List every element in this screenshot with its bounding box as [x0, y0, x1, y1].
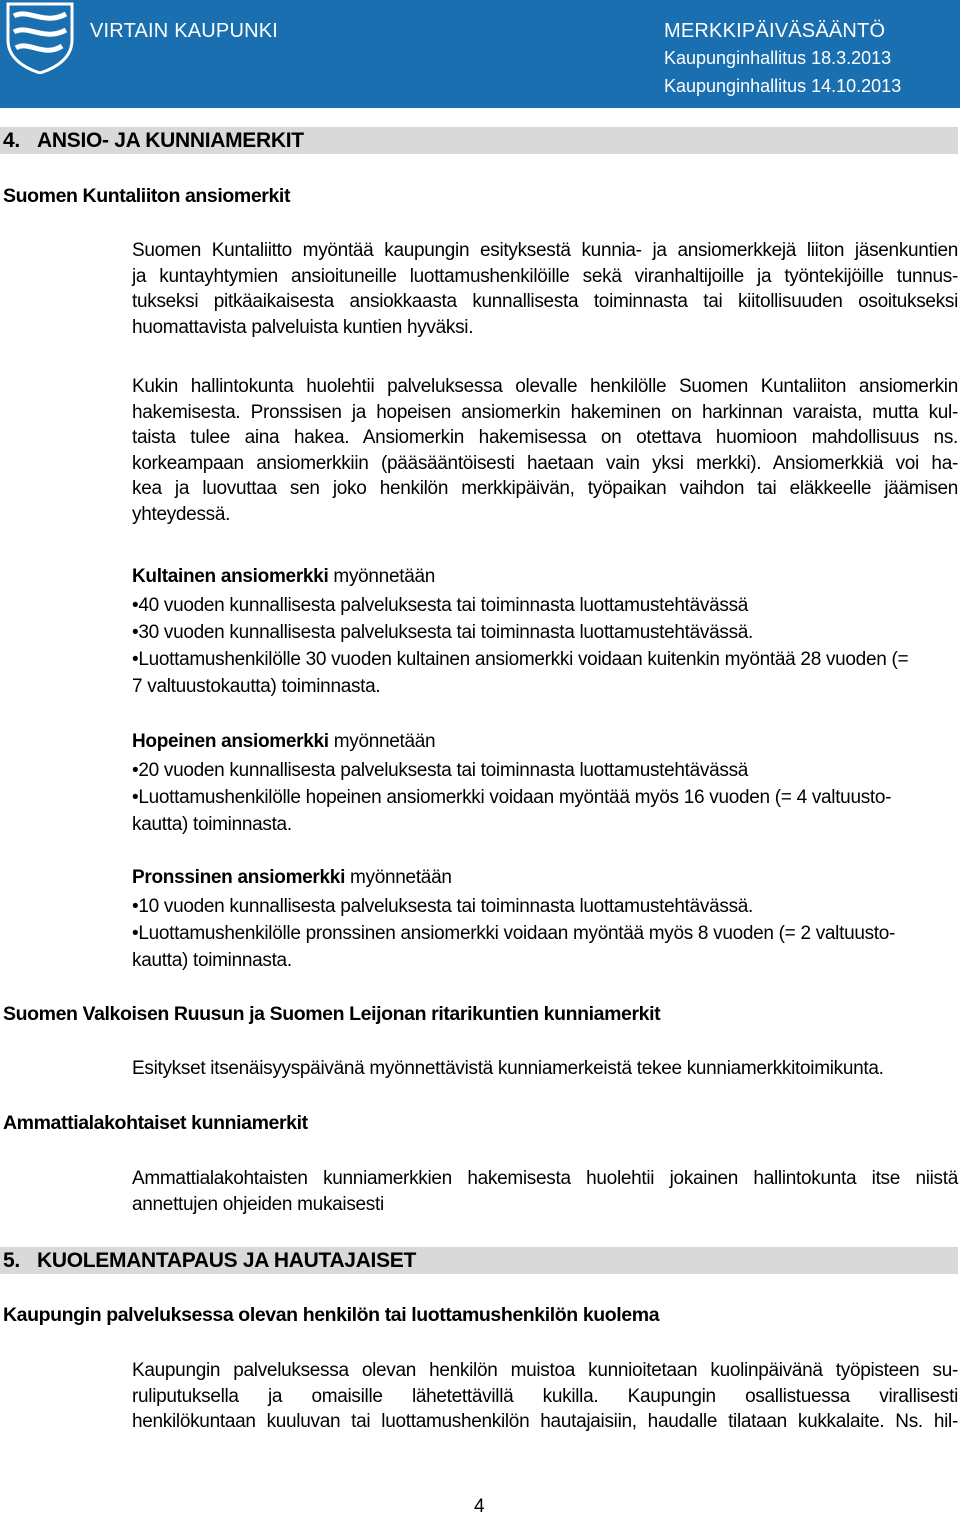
section-5-bar: [0, 1247, 958, 1274]
gold-medal-verb: myönnetään: [328, 566, 435, 587]
list-item: kautta) toiminnasta.: [132, 950, 292, 971]
ritarikunnat-heading: Suomen Valkoisen Ruusun ja Suomen Leijonan ritarikuntien kunniamerkit: [3, 1003, 661, 1025]
text-line: hakemisesta. Pronssisen ja hopeisen ansiomerkin hakeminen on harkinnan varaista, mutta kul-: [132, 401, 958, 423]
section-4-bar: [0, 127, 958, 154]
page-number: 4: [474, 1496, 485, 1517]
list-item: •Luottamushenkilölle hopeinen ansiomerkki voidaan myöntää myös 16 vuoden (= 4 valtuusto-: [132, 787, 892, 808]
list-item: •10 vuoden kunnallisesta palveluksesta tai toiminnasta luottamustehtävässä.: [132, 896, 754, 917]
section-4-title-text: ANSIO- JA KUNNIAMERKIT: [37, 129, 304, 152]
kuntaliitto-heading: Suomen Kuntaliiton ansiomerkit: [3, 185, 291, 207]
approval-date-2: Kaupunginhallitus 14.10.2013: [664, 76, 902, 96]
text-line: ja kuntayhtymien ansioituneille luottamushenkilöille sekä viranhaltijoille ja työntekijöille tunnus-: [132, 265, 958, 287]
kuntaliitto-paragraph-2: [132, 374, 958, 528]
list-item: kautta) toiminnasta.: [132, 814, 292, 835]
silver-medal-list: [132, 757, 958, 838]
list-item: •Luottamushenkilölle pronssinen ansiomerkki voidaan myöntää myös 8 vuoden (= 2 valtuusto-: [132, 923, 896, 944]
list-item: 7 valtuustokautta) toiminnasta.: [132, 676, 381, 697]
section-5-title: [3, 1247, 416, 1274]
bronze-medal-list: [132, 893, 958, 974]
section-5-title-text: KUOLEMANTAPAUS JA HAUTAJAISET: [37, 1249, 417, 1272]
silver-medal-verb: myönnetään: [328, 731, 436, 752]
section-5-number: 5.: [3, 1249, 20, 1272]
city-name: VIRTAIN KAUPUNKI: [90, 20, 279, 42]
text-line: Ammattialakohtaisten kunniamerkkien hakemisesta huolehtii jokainen hallintokunta itse niistä: [132, 1168, 958, 1189]
text-line: ruliputuksella ja omaisille lähetettävillä kukilla. Kaupungin osallistuessa virallisesti: [132, 1385, 958, 1407]
silver-medal-heading: [132, 731, 435, 753]
text-line: tukseksi pitkäaikaisesta ansiokkaasta kunnallisesta toiminnasta tai kiitollisuuden osoitukseksi: [132, 291, 958, 313]
text-line: korkeampaan ansiomerkkiin (pääsääntöisesti haetaan vain yksi merkki). Ansiomerkkiä voi ha-: [132, 452, 958, 474]
kuolema-text: [132, 1358, 958, 1435]
text-line: Suomen Kuntaliitto myöntää kaupungin esityksestä kunnia- ja ansiomerkkejä liiton jäsenkuntien: [132, 240, 958, 261]
gold-medal-heading: [132, 566, 435, 588]
ammattiala-text: [132, 1166, 958, 1217]
list-item: •20 vuoden kunnallisesta palveluksesta tai toiminnasta luottamustehtävässä: [132, 760, 749, 781]
text-line: yhteydessä.: [132, 503, 231, 525]
text-line: henkilökuntaan kuuluvan tai luottamushenkilön hautajaisiin, haudalle tilataan kukkalaite. Ns. hil-: [132, 1411, 958, 1433]
text-line: Kukin hallintokunta huolehtii palveluksessa olevalle henkilölle Suomen Kuntaliiton ansiomerkin: [132, 376, 958, 397]
silver-medal-name: Hopeinen ansiomerkki: [132, 731, 329, 752]
bronze-medal-heading: [132, 867, 452, 889]
document-title: MERKKIPÄIVÄSÄÄNTÖ: [664, 20, 886, 42]
approval-date-1: Kaupunginhallitus 18.3.2013: [664, 48, 892, 68]
document-header: [0, 0, 960, 108]
text-line: taista tulee aina hakea. Ansiomerkin hakemisessa on otettava huomioon mahdollisuus ns.: [132, 427, 958, 449]
list-item: •Luottamushenkilölle 30 vuoden kultainen ansiomerkki voidaan kuitenkin myöntää 28 vuoden (=: [132, 649, 909, 670]
section-4-number: 4.: [3, 129, 20, 152]
kuntaliitto-paragraph-1: [132, 238, 958, 340]
list-item: •30 vuoden kunnallisesta palveluksesta tai toiminnasta luottamustehtävässä.: [132, 622, 754, 643]
text-line: kea ja luovuttaa sen joko henkilön merkkipäivän, työpaikan vaihdon tai eläkkeelle jäämisen: [132, 478, 958, 500]
bronze-medal-verb: myönnetään: [345, 867, 452, 888]
list-item: •40 vuoden kunnallisesta palveluksesta tai toiminnasta luottamustehtävässä: [132, 595, 749, 616]
city-crest-icon: [4, 2, 76, 74]
text-line: huomattavista palveluista kuntien hyväksi.: [132, 316, 474, 338]
text-line: Esitykset itsenäisyyspäivänä myönnettävistä kunniamerkeistä tekee kunniamerkkitoimikunta.: [132, 1058, 884, 1079]
kuolema-heading: Kaupungin palveluksessa olevan henkilön tai luottamushenkilön kuolema: [3, 1304, 660, 1326]
text-line: Kaupungin palveluksessa olevan henkilön muistoa kunnioitetaan kuolinpäivänä työpisteen su-: [132, 1360, 958, 1381]
section-4-title: [3, 127, 304, 154]
ritarikunnat-text: [132, 1056, 958, 1082]
gold-medal-list: [132, 592, 958, 700]
gold-medal-name: Kultainen ansiomerkki: [132, 566, 329, 587]
bronze-medal-name: Pronssinen ansiomerkki: [132, 867, 346, 888]
text-line: annettujen ohjeiden mukaisesti: [132, 1193, 384, 1215]
ammattiala-heading: Ammattialakohtaiset kunniamerkit: [3, 1112, 308, 1134]
